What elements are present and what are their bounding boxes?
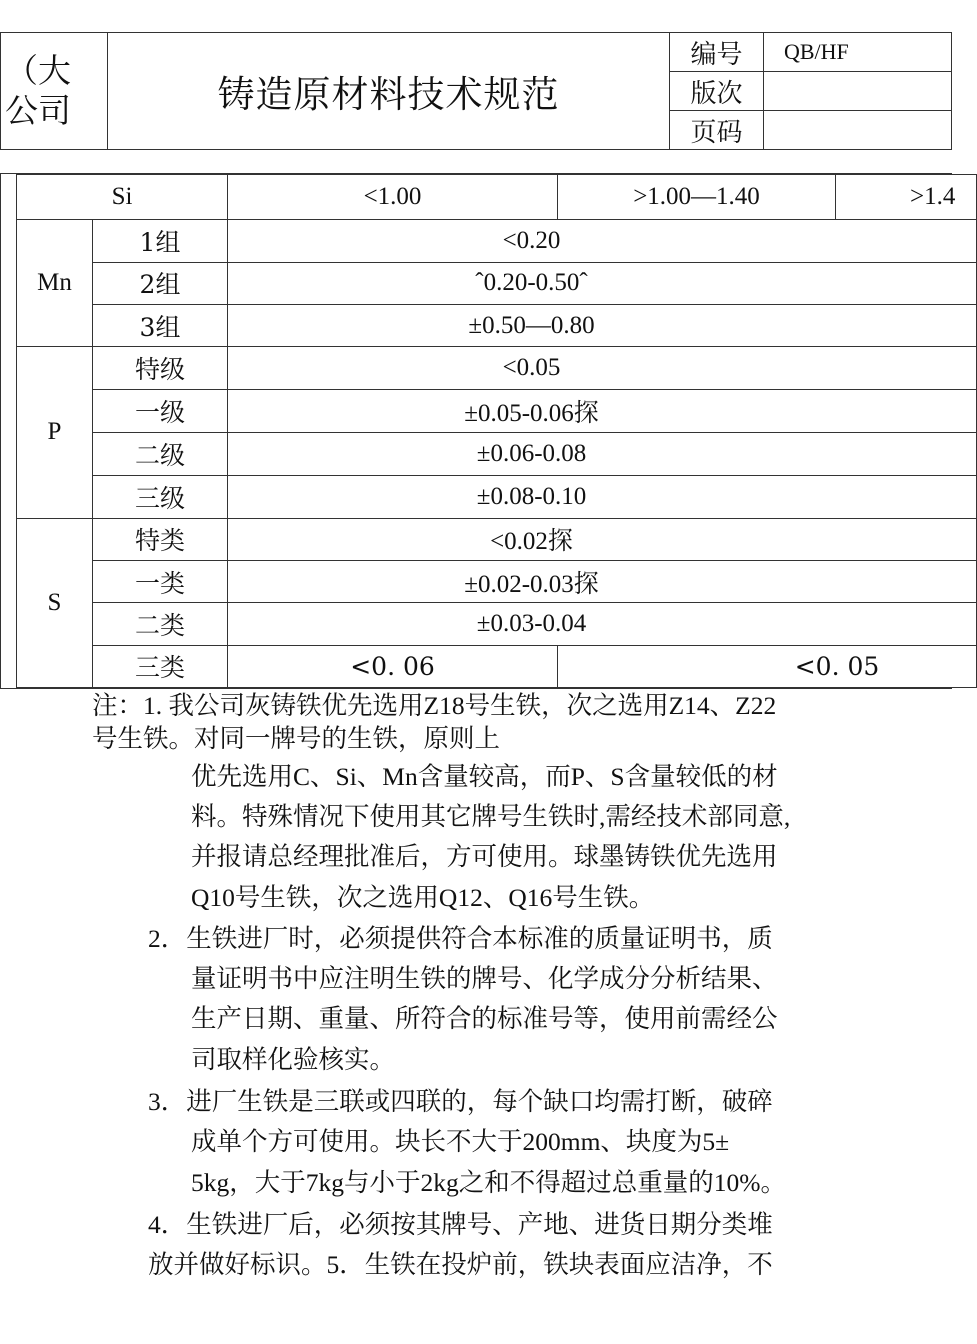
page-value [764,111,952,150]
note-line: 3．进厂生铁是三联或四联的，每个缺口均需打断，破碎 [148,1087,773,1116]
grade-value: ±0.02-0.03探 [228,560,977,602]
grade-value: ˆ0.20-0.50ˆ [228,262,977,304]
note-line: 优先选用C、Si、Mn含量较高，而P、S含量较低的材 [191,762,778,791]
note-line: 号生铁。对同一牌号的生铁，原则上 [92,724,501,753]
si-range-1: <1.00 [228,175,558,220]
grade-value: ±0.05-0.06探 [228,389,977,432]
note-line: 4．生铁进厂后，必须按其牌号、产地、进货日期分类堆 [148,1210,773,1239]
note-line: 2．生铁进厂时，必须提供符合本标准的质量证明书，质 [148,924,773,953]
grade-label: 一级 [93,389,228,432]
doc-number-label: 编号 [670,33,764,72]
si-range-3: >1.4 [836,175,977,220]
grade-value: ±0.08-0.10 [228,476,977,518]
table-row [17,560,977,602]
grade-label: 二级 [93,432,228,475]
grade-label: 二类 [93,603,228,645]
composition-table-frame [0,173,956,689]
table-row [17,603,977,645]
doc-number-value: QB/HF [764,33,952,72]
document-title: 铸造原材料技术规范 [108,33,670,150]
grade-label: 三级 [93,476,228,518]
table-row [17,389,977,432]
element-mn: Mn [17,220,93,347]
grade-value-a: <0. 06 [228,645,558,687]
grade-label: 1组 [93,220,228,262]
grade-label: 一类 [93,560,228,602]
grade-label: 3组 [93,305,228,347]
grade-value: ±0.50—0.80 [228,305,977,347]
element-si: Si [17,175,228,220]
company-name-line1: （大 [5,51,71,90]
table-row [17,476,977,518]
table-row [17,347,977,389]
grade-label: 三类 [93,645,228,687]
grade-value: ±0.03-0.04 [228,603,977,645]
grade-value-b: <0. 05 [558,645,977,687]
table-row [17,432,977,475]
grade-value: <0.02探 [228,518,977,560]
table-row [17,220,977,262]
table-row-si [17,175,977,220]
si-range-2: >1.00—1.40 [558,175,836,220]
table-row [17,262,977,304]
note-line: 注：1. 我公司灰铸铁优先选用Z18号生铁，次之选用Z14、Z22 [92,691,777,720]
note-line: 量证明书中应注明生铁的牌号、化学成分分析结果、 [191,964,778,993]
composition-table [16,174,977,688]
table-row [17,645,977,687]
note-line: Q10号生铁，次之选用Q12、Q16号生铁。 [191,883,655,912]
grade-value: <0.20 [228,220,977,262]
revision-label: 版次 [670,72,764,111]
page-label: 页码 [670,111,764,150]
note-line: 料。特殊情况下使用其它牌号生铁时,需经技术部同意, [191,802,791,831]
note-line: 5kg，大于7kg与小于2kg之和不得超过总重量的10%。 [191,1168,786,1197]
note-line: 生产日期、重量、所符合的标准号等，使用前需经公 [191,1004,778,1033]
note-line: 并报请总经理批准后，方可使用。球墨铸铁优先选用 [191,842,778,871]
company-name [1,33,108,150]
grade-label: 特级 [93,347,228,389]
grade-value: <0.05 [228,347,977,389]
grade-label: 2组 [93,262,228,304]
document-header [0,32,952,150]
note-line: 成单个方可使用。块长不大于200mm、块度为5± [191,1127,730,1156]
table-row [17,305,977,347]
grade-value: ±0.06-0.08 [228,432,977,475]
revision-value [764,72,952,111]
element-s: S [17,518,93,687]
note-line: 放并做好标识。5．生铁在投炉前，铁块表面应洁净，不 [148,1250,773,1279]
table-row [17,518,977,560]
company-name-line2: 公司 [5,91,71,130]
grade-label: 特类 [93,518,228,560]
element-p: P [17,347,93,518]
note-line: 司取样化验核实。 [191,1045,396,1074]
